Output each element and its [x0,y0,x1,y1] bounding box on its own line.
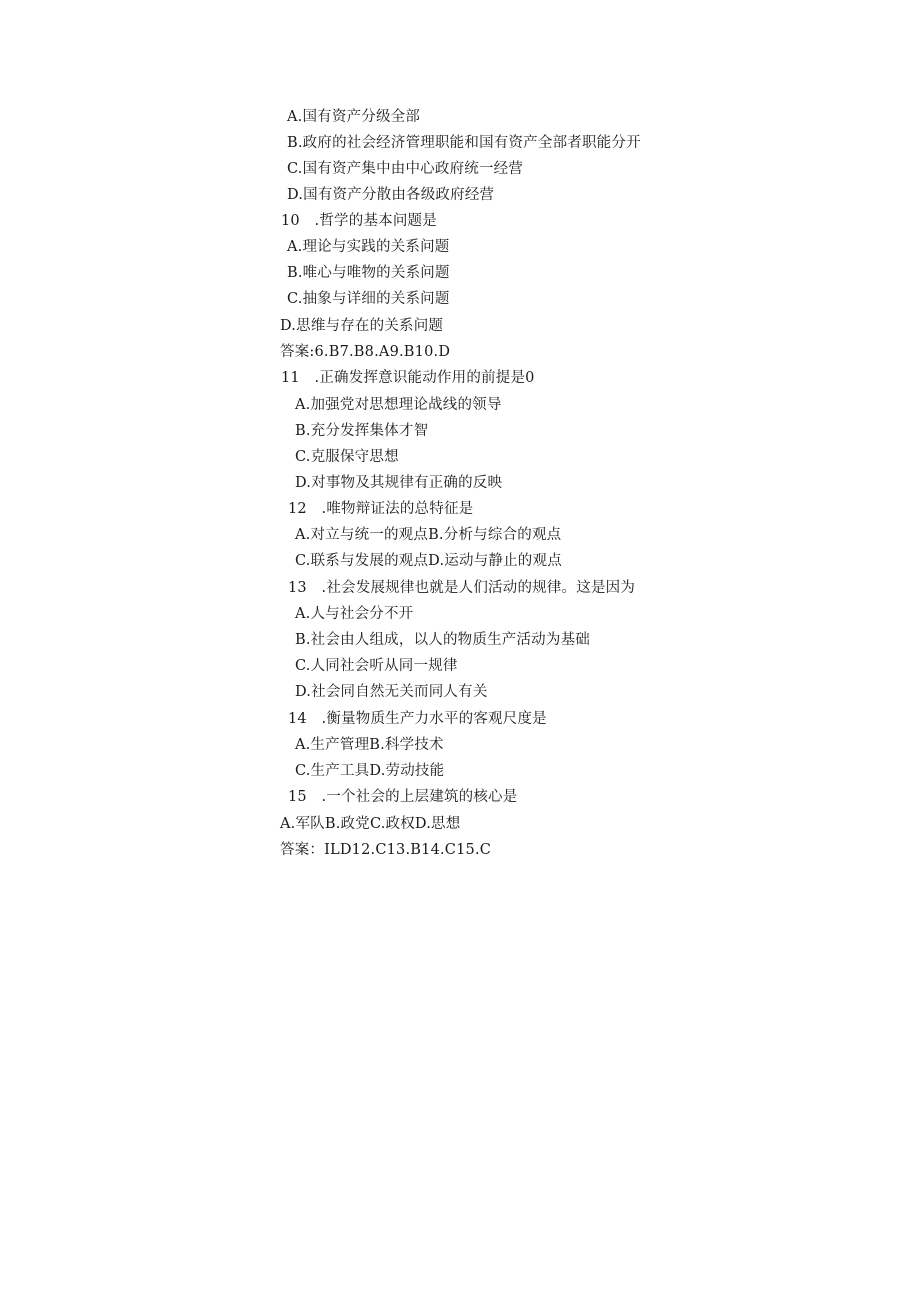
question-15: 15 .一个社会的上层建筑的核心是 [288,789,518,805]
question-11: 11 .正确发挥意识能动作用的前提是0 [281,370,535,386]
option-b: B.政府的社会经济管理职能和国有资产全部者职能分开 [287,135,641,151]
option-a: A.加强党对思想理论战线的领导 [295,397,502,413]
question-13: 13 .社会发展规律也就是人们活动的规律。这是因为 [288,580,636,596]
option-c: C.克服保守思想 [295,449,399,465]
option-b: B.社会由人组成，以人的物质生产活动为基础 [295,632,590,648]
option-cd: C.联系与发展的观点D.运动与静止的观点 [295,553,562,569]
option-c: C.抽象与详细的关系问题 [287,291,450,307]
option-a: A.人与社会分不开 [295,606,414,622]
option-ab: A.对立与统一的观点B.分析与综合的观点 [295,527,562,543]
option-d: D.国有资产分散由各级政府经营 [287,187,495,203]
option-d: D.思维与存在的关系问题 [280,318,444,334]
question-14: 14 .衡量物质生产力水平的客观尺度是 [288,711,547,727]
question-10: 10 .哲学的基本问题是 [281,213,437,229]
option-c: C.人同社会听从同一规律 [295,658,458,674]
option-a: A.理论与实践的关系问题 [287,239,450,255]
option-b: B.唯心与唯物的关系问题 [287,265,450,281]
answer-key: 答案：ILD12.C13.B14.C15.C [280,842,492,858]
options-abcd: A.军队B.政党C.政权D.思想 [280,816,461,832]
question-12: 12 .唯物辩证法的总特征是 [288,501,474,517]
option-d: D.对事物及其规律有正确的反映 [295,475,503,491]
answer-key: 答案:6.B7.B8.A9.B10.D [280,344,451,360]
option-ab: A.生产管理B.科学技术 [295,737,444,753]
option-a: A.国有资产分级全部 [287,109,421,125]
option-c: C.国有资产集中由中心政府统一经营 [287,161,524,177]
option-cd: C.生产工具D.劳动技能 [295,763,445,779]
option-b: B.充分发挥集体才智 [295,423,429,439]
option-d: D.社会同自然无关而同人有关 [295,684,488,700]
